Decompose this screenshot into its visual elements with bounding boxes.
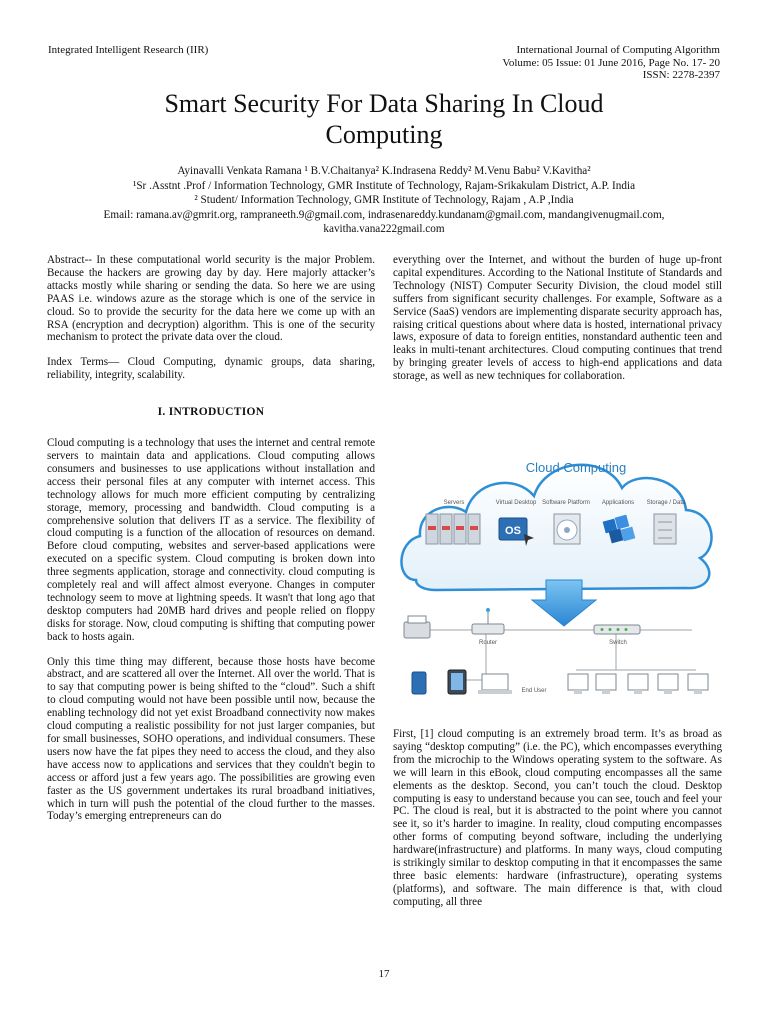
os-text: OS — [505, 525, 521, 537]
intro-paragraph-1: Cloud computing is a technology that uses the internet and central remote servers to maintain data and applications. Cloud computing allows consumers and businesses to use applications without installation and access their personal files at any computer with internet access. This technology allows for much more efficient computing by centralizing storage, memory, processing and bandwidth. Cloud computing is a comprehensive solution that delivers IT as a service. The flexibility of cloud computing is a function of the allocation of resources on demand. Before cloud computing, websites and server-based applications were executed on a specific system. Cloud computing is broken down into three segments application, storage and connectivity. cloud computing is completely real and will affect almost everyone. Changes in computer technology seem to move at lightning speeds. It wasn't that long ago that desktop computers had 20MB hard drives and people relied on floppy disks for storage. Now, cloud computing is shifting that computing power back to hosts again. — [47, 437, 375, 643]
label-servers: Servers — [443, 500, 465, 506]
label-virtual-desktop: Virtual Desktop — [495, 500, 537, 506]
section-heading-introduction: I. INTRODUCTION — [157, 406, 265, 419]
software-platform-icon — [554, 514, 580, 544]
mobile-device-icon — [412, 672, 426, 694]
author-names: Ayinavalli Venkata Ramana ¹ B.V.Chaitanya² K.Indrasena Reddy² M.Venu Babu² V.Kavitha² — [177, 165, 591, 177]
label-software-platform: Software Platform — [542, 500, 590, 506]
tablet-icon — [448, 670, 466, 694]
author-emails-cont: kavitha.vana222gmail.com — [323, 223, 445, 235]
issn: ISSN: 2278-2397 — [642, 69, 720, 81]
cloud-diagram — [396, 430, 722, 712]
label-applications: Applications — [601, 500, 635, 506]
journal-header-left: Integrated Intelligent Research (IIR) — [48, 44, 209, 56]
router-label: Router — [478, 640, 498, 646]
figure-title: Cloud Computing — [525, 460, 627, 475]
left-column — [47, 254, 375, 835]
router-icon — [472, 608, 504, 634]
desktop-computers-icon — [568, 674, 708, 694]
title-line-2: Computing — [325, 120, 443, 149]
right-paragraph-1: everything over the Internet, and without the burden of huge up-front capital expenditures. According to the National Institute of Standards and Technology (NIST) Computer Security Division, the cloud model still suffers from significant security challenges. For example, Software as a Service (SaaS) vendors are implementing disparate security approach has, raising critical questions about where data is hosted, international privacy laws, exposure of data to foreign entities, nonstandard authentic teen and leaks in multi-tenant architectures. Cloud computing continues that trend by bringing greater levels of access to high-end applications and data storage, as well as new techniques for collaboration. — [393, 254, 722, 383]
right-column-top — [393, 254, 722, 395]
label-storage-data: Storage / Data — [646, 500, 686, 506]
index-terms: Index Terms— Cloud Computing, dynamic groups, data sharing, reliability, integrity, scalability. — [47, 356, 375, 382]
switch-label: Switch — [609, 640, 627, 646]
laptop-icon — [478, 674, 512, 694]
author-block — [40, 164, 728, 237]
journal-header-right — [502, 44, 720, 82]
right-paragraph-2: First, [1] cloud computing is an extremely broad term. It’s as broad as saying “desktop computing” (i.e. the PC), which encompasses everything from the microchip to the Windows operating system to the software. As we will learn in this eBook, cloud computing encompasses all the same elements as the desktop. Second, you can’t touch the cloud. Desktop computing is easy to understand because you can see, touch and feel your PC. The cloud is real, but it is abstracted to the point where you cannot see it, so it’s harder to imagine. In reality, cloud computing encompasses other forms of computing beyond software, including the underlying hardware(infrastructure) and platforms. In many ways, cloud computing is strikingly similar to desktop computing in that it encompasses the same three basic elements: hardware (infrastructure), operating systems (platforms), and software. The main difference is that, with cloud computing, all three — [393, 728, 722, 908]
cloud-computing-figure — [396, 430, 722, 712]
right-column-bottom — [393, 728, 722, 921]
storage-data-icon — [654, 514, 676, 544]
end-user-label: End User — [521, 688, 547, 694]
journal-name: International Journal of Computing Algorithm — [516, 44, 720, 56]
affiliation-2: ² Student/ Information Technology, GMR Institute of Technology, Rajam , A.P ,India — [194, 194, 574, 206]
volume-issue: Volume: 05 Issue: 01 June 2016, Page No. 17- 20 — [502, 56, 720, 69]
title-line-1: Smart Security For Data Sharing In Cloud — [164, 89, 604, 118]
paper-title — [60, 88, 708, 150]
author-emails: Email: ramana.av@gmrit.org, rampraneeth.9@gmail.com, indrasenareddy.kundanam@gmail.com, mandangivenugmail.com, — [103, 208, 665, 221]
switch-icon — [594, 625, 640, 634]
page-number: 17 — [378, 968, 390, 980]
intro-paragraph-2: Only this time thing may different, because those hosts have become abstract, and are scattered all over the Internet. All over the world. That is to say that computing power is being shifted to the “cloud”. Such a shift to cloud computing would not have been possible until now, because the enabling technology did not yet exist Broadband connectivity now makes cloud computing a realistic possibility for not just larger companies, but for small businesses, SOHO operations, and individual consumers. These users now have the fat pipes they need to access the cloud, and they also have access now to applications and services that they couldn't begin to access or afford just a few years ago. The possibilities are growing even faster as the US government undertakes its rural broadband initiatives, which in turn will push the potential of the cloud further to the masses. Today’s emerging entrepreneurs can do — [47, 655, 375, 823]
abstract: Abstract-- In these computational world security is the major Problem. Because the hackers are growing day by day. Here majorly attacker’s attacks mostly while sharing or sending the data. So here we are using PAAS i.e. windows azure as the storage which is one of the service in cloud. So to provide the security for the data here we come up with an RSA (encryption and decryption) algorithm. This is one of the security mechanism to protect the private data over the cloud. — [47, 254, 375, 344]
affiliation-1: ¹Sr .Asstnt .Prof / Information Technology, GMR Institute of Technology, Rajam-Srikakulam District, A.P. India — [132, 179, 636, 192]
printer-icon — [404, 616, 430, 638]
